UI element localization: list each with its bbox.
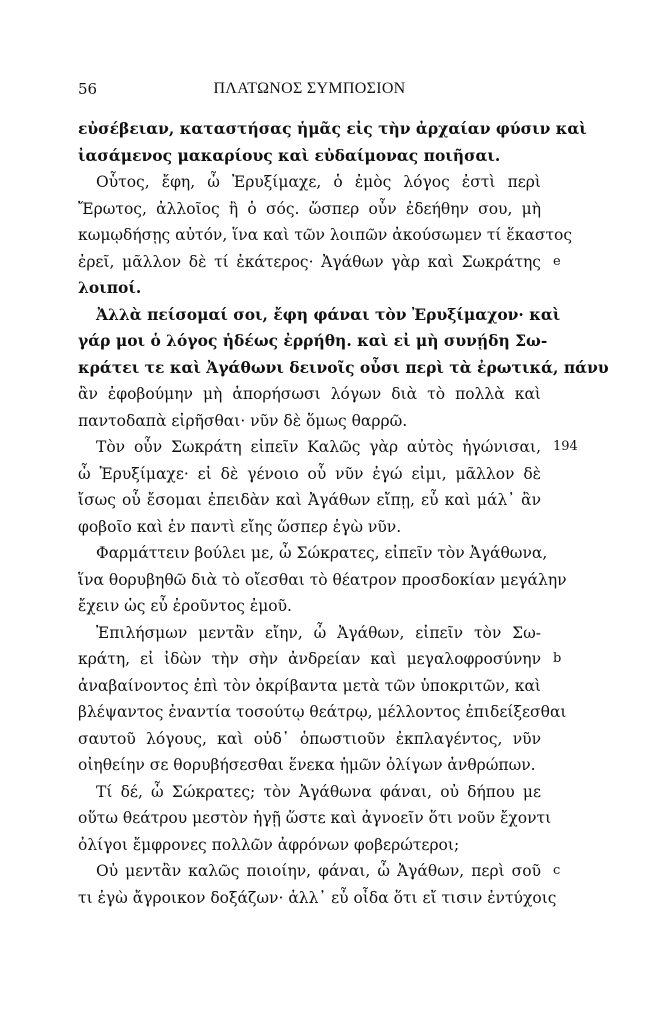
text-line: [78, 222, 573, 249]
text-line: [78, 885, 557, 912]
text-line: [78, 514, 541, 541]
stephanus-marker: c: [553, 863, 561, 878]
text-line-content: γάρ μοι ὁ λόγος ἡδέως ἐρρήθη. καὶ εἰ μὴ συνῄδη Σω-: [78, 331, 548, 350]
text-line: [78, 752, 541, 779]
text-line: [78, 646, 562, 673]
text-line: [78, 249, 561, 276]
text-line-content: ὀλίγοι ἔμφρονες πολλῶν ἀφρόνων φοβερώτεροι;: [78, 835, 460, 854]
text-line-content: φοβοῖο καὶ ἐν παντὶ εἴης ὥσπερ ἐγὼ νῦν.: [78, 517, 402, 536]
text-line: [78, 858, 561, 885]
text-line: [78, 620, 541, 647]
text-line-content: ἔχειν ὡς εὖ ἐροῦντος ἐμοῦ.: [78, 597, 292, 615]
text-line: [78, 302, 561, 329]
text-line: [78, 593, 541, 620]
text-line-content: ἀναβαίνοντος ἐπὶ τὸν ὀκρίβαντα μετὰ τῶν ὑποκριτῶν, καὶ: [78, 676, 541, 695]
page-header: [78, 80, 541, 104]
text-line: [78, 169, 541, 196]
text-line-content: Ἐπιλήσμων μεντἂν εἴην, ὦ Ἀγάθων, εἰπεῖν τὸν Σω-: [96, 623, 541, 642]
text-line-content: κράτει τε καὶ Ἀγάθωνι δεινοῖς οὖσι περὶ τὰ ἐρωτικά, πάνυ: [78, 357, 609, 377]
text-line-content: ἰασάμενος μακαρίους καὶ εὐδαίμονας ποιῆσαι.: [78, 145, 501, 165]
text-line: [78, 275, 541, 302]
text-line: [78, 805, 552, 832]
text-line-content: σαυτοῦ λόγους, καὶ οὐδ᾽ ὁπωστιοῦν ἐκπλαγέντος, νῦν: [78, 729, 541, 748]
text-line-content: Φαρμάττειν βούλει με, ὦ Σώκρατες, εἰπεῖν τὸν Ἀγάθωνα,: [96, 544, 548, 562]
text-line: [78, 116, 587, 143]
text-line-content: παντοδαπὰ εἰρῆσθαι· νῦν δὲ ὅμως θαρρῶ.: [78, 411, 408, 430]
text-line-content: ἵνα θορυβηθῶ διὰ τὸ οἴεσθαι τὸ θέατρον προσδοκίαν μεγάλην: [78, 570, 567, 589]
text-line: [78, 196, 541, 223]
text-line: [78, 461, 541, 488]
page-number: 56: [78, 80, 98, 98]
text-line: [78, 540, 548, 567]
text-line-content: κωμῳδήσῃς αὐτόν, ἵνα καὶ τῶν λοιπῶν ἀκούσωμεν τί ἕκαστος: [78, 226, 573, 244]
text-line: [78, 355, 609, 382]
text-line: [78, 673, 541, 700]
text-line: [78, 779, 541, 806]
text-line-content: λοιποί.: [78, 278, 142, 297]
text-line: [78, 408, 541, 435]
text-line-content: Ἔρωτος, ἀλλοῖος ἢ ὁ σός. ὥσπερ οὖν ἐδεήθην σου, μὴ: [78, 199, 541, 218]
text-line-content: Οὗτος, ἔφη, ὦ Ἐρυξίμαχε, ὁ ἐμὸς λόγος ἐστὶ περὶ: [96, 173, 541, 191]
text-line: [78, 328, 548, 355]
text-line-content: κράτη, εἰ ἰδὼν τὴν σὴν ἀνδρείαν καὶ μεγαλοφροσύνην: [78, 650, 541, 668]
stephanus-marker: e: [553, 253, 561, 269]
text-line-content: Τὸν οὖν Σωκράτη εἰπεῖν Καλῶς γὰρ αὐτὸς ἠγώνισαι,: [96, 438, 541, 456]
text-line-content: ἴσως οὗ ἔσομαι ἐπειδὰν καὶ Ἀγάθων εἴπῃ, εὖ καὶ μάλ᾽ ἂν: [78, 491, 541, 509]
text-line-content: ὦ Ἐρυξίμαχε· εἰ δὲ γένοιο οὗ νῦν ἐγώ εἰμι, μᾶλλον δὲ: [78, 464, 541, 483]
text-line-content: Οὐ μεντἂν καλῶς ποιοίην, φάναι, ὦ Ἀγάθων, περὶ σοῦ: [96, 862, 541, 880]
text-line-content: ἂν ἐφοβούμην μὴ ἀπορήσωσι λόγων διὰ τὸ πολλὰ καὶ: [78, 385, 541, 403]
text-line-content: βλέψαντος ἐναντία τοσούτῳ θεάτρῳ, μέλλοντος ἐπιδείξεσθαι: [78, 703, 567, 721]
text-line: [78, 726, 541, 753]
stephanus-marker: b: [553, 651, 562, 666]
stephanus-marker: 194: [553, 439, 578, 454]
text-line: [78, 487, 541, 514]
text-line: [78, 567, 567, 594]
text-line: [78, 434, 578, 461]
text-line-content: ἐρεῖ, μᾶλλον δὲ τί ἑκάτερος· Ἀγάθων γὰρ καὶ Σωκράτης: [78, 252, 541, 271]
text-line: [78, 381, 541, 408]
text-line-content: τι ἐγὼ ἄγροικον δοξάζων· ἀλλ᾽ εὖ οἶδα ὅτι εἴ τισιν ἐντύχοις: [78, 888, 557, 907]
text-line-content: οἰηθείην σε θορυβήσεσθαι ἕνεκα ἡμῶν ὀλίγων ἀνθρώπων.: [78, 756, 536, 774]
running-title: ΠΛΑΤΩΝΟΣ ΣΥΜΠΟΣΙΟΝ: [213, 80, 406, 97]
text-line: [78, 832, 541, 859]
text-line-content: οὕτω θεάτρου μεστὸν ἡγῇ ὥστε καὶ ἀγνοεῖν ὅτι νοῦν ἔχοντι: [78, 809, 552, 827]
text-line: [78, 143, 541, 170]
text-line-content: Τί δέ, ὦ Σώκρατες; τὸν Ἀγάθωνα φάναι, οὐ δήπου με: [96, 782, 541, 801]
text-line-content: Ἀλλὰ πείσομαί σοι, ἔφη φάναι τὸν Ἐρυξίμαχον· καὶ: [96, 304, 561, 324]
text-line: [78, 699, 567, 726]
greek-text-body: [78, 116, 609, 911]
text-line-content: εὐσέβειαν, καταστήσας ἡμᾶς εἰς τὴν ἀρχαίαν φύσιν καὶ: [78, 119, 587, 138]
